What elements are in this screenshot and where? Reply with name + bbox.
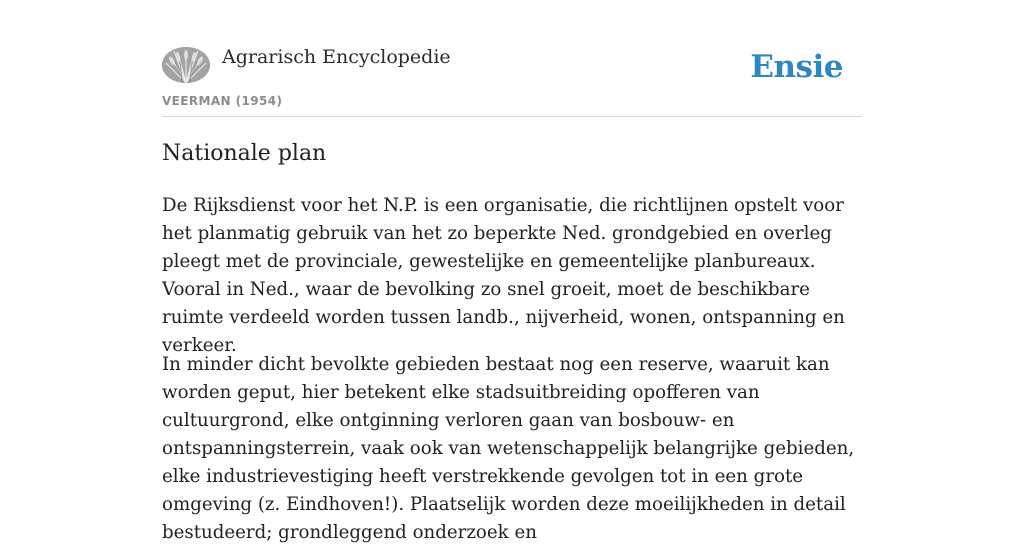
wheat-sheaf-icon[interactable] <box>162 47 210 83</box>
header <box>162 0 862 117</box>
encyclopedia-title[interactable]: Agrarisch Encyclopedie <box>222 46 451 68</box>
article-paragraph: De Rijksdienst voor het N.P. is een organisatie, die richtlijnen opstelt voor het planmatig gebruik van het zo beperkte Ned. grondgebied en overleg pleegt met de provinciale, gewestelijke en gemeentelijke planbureaux. Vooral in Ned., waar de bevolking zo snel groeit, moet de beschikbare ruimte verdeeld worden tussen landb., nijverheid, wonen, ontspanning en verkeer. <box>162 195 845 356</box>
author-meta: VEERMAN (1954) <box>162 94 283 108</box>
article-title: Nationale plan <box>162 141 327 166</box>
brand-logo[interactable]: Ensie <box>750 49 843 85</box>
article-paragraph: In minder dicht bevolkte gebieden bestaat nog een reserve, waaruit kan worden geput, hier betekent elke stadsuitbreiding opofferen van cultuurgrond, elke ontginning verloren gaan van bosbouw- en ontspanningsterrein, vaak ook van wetenschappelijk belangrijke gebieden, elke industrievestiging heeft verstrekkende gevolgen tot in een grote omgeving (z. Eindhoven!). Plaatselijk worden deze moeilijkheden in detail bestudeerd; grondleggend onderzoek en <box>162 354 855 543</box>
page <box>162 0 862 543</box>
